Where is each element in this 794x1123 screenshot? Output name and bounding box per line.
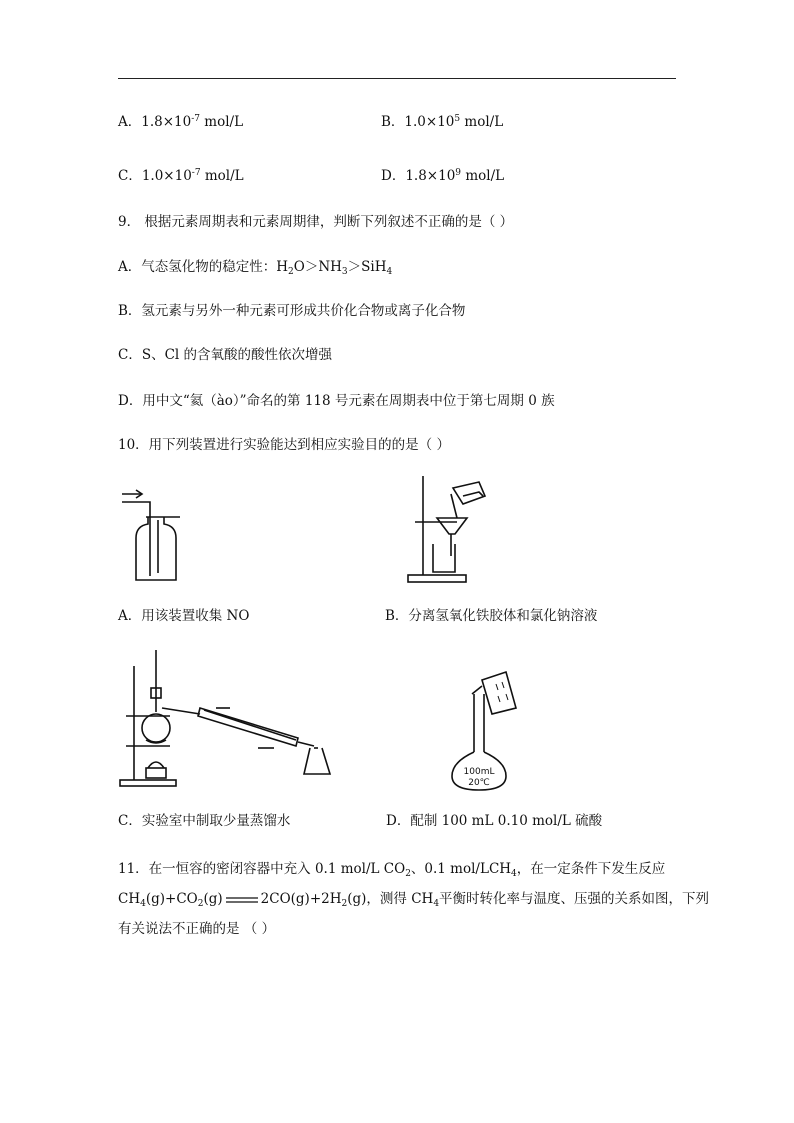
q9-option-d: D．用中文“氦（ào）”命名的第 118 号元素在周期表中位于第七周期 0 族 — [118, 393, 555, 409]
q8-option-c: C．$1.0\times 10^{-7}$ mol/L — [118, 168, 244, 184]
q10-option-a: A．用该装置收集 NO — [118, 608, 250, 624]
q9-option-a: A．气态氢化物的稳定性：$H_2O>NH_3>SiH_4$ — [118, 259, 393, 277]
figure-filtration-setup — [405, 474, 490, 584]
equilibrium-arrow-icon — [225, 895, 259, 905]
figure-distillation-apparatus — [118, 648, 338, 788]
q10-option-d: D．配制 100 mL 0.10 mol/L 硫酸 — [386, 813, 603, 829]
q10-option-b: B．分离氢氧化铁胶体和氯化钠溶液 — [385, 608, 598, 624]
q10-option-c: C．实验室中制取少量蒸馏水 — [118, 813, 291, 829]
q9-option-b: B．氢元素与另外一种元素可形成共价化合物或离子化合物 — [118, 303, 466, 319]
figure-gas-collection-bottle — [118, 488, 188, 583]
q11-stem-line3: 有关说法不正确的是 （ ） — [118, 921, 276, 937]
q8-option-a: A．$1.8\times 10^{-7}$ mol/L — [118, 114, 244, 130]
q9-stem: 9． 根据元素周期表和元素周期律，判断下列叙述不正确的是（ ） — [118, 214, 514, 230]
q8-option-b: B．$1.0\times 10^5$ mol/L — [381, 114, 504, 130]
q11-stem-line2: $CH_4(g)+CO_2(g)$ $2CO(g)+2H_2(g)$，测得 $CH_4$平衡时转化率与温度、压强的关系如图，下列 — [118, 891, 710, 909]
flask-temp-label: 20℃ — [468, 778, 490, 788]
figure-volumetric-flask — [448, 660, 528, 792]
q11-stem-line1: 11．在一恒容的密闭容器中充入 0.1 mol/L $CO_2$、0.1 mol/$LCH_4$，在一定条件下发生反应 — [118, 861, 666, 879]
q8-option-d: D．$1.8\times 10^9$ mol/L — [381, 168, 505, 184]
q9-option-c: C．S、Cl 的含氧酸的酸性依次增强 — [118, 347, 333, 363]
q10-stem: 10．用下列装置进行实验能达到相应实验目的的是（ ） — [118, 437, 450, 453]
flask-volume-label: 100mL — [463, 767, 495, 777]
header-rule — [118, 78, 676, 79]
